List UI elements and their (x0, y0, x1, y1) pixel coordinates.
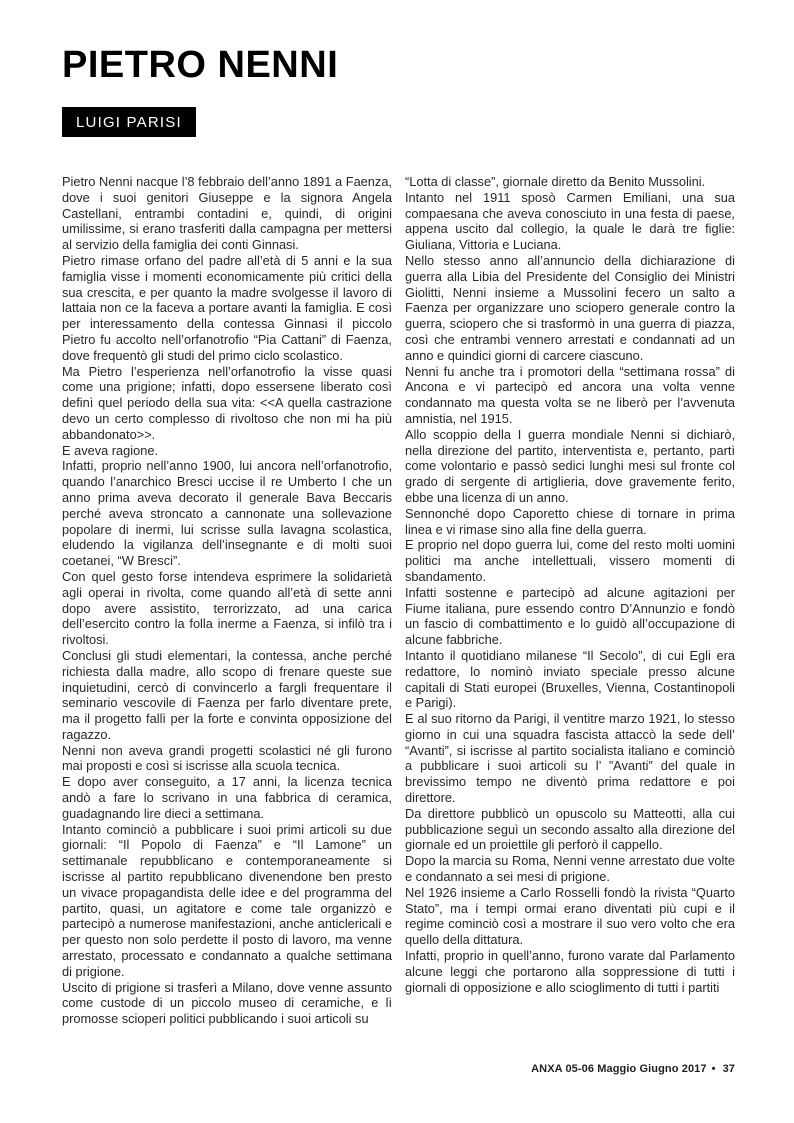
article-body (62, 174, 735, 1027)
paragraph: “Lotta di classe”, giornale diretto da Benito Mussolini. (405, 174, 706, 189)
paragraph: Uscito di prigione si trasferì a Milano, dove venne assunto come custode di un piccolo museo di ceramiche, e lì promosse scioperi politici pubblicando i suoi articoli su (62, 979, 392, 1027)
paragraph: Da direttore pubblicò un opuscolo su Matteotti, alla cui pubblicazione seguì un secondo assalto alla direzione del giornale ed un proiettile gli perforò il cappello. (405, 805, 735, 853)
paragraph: Nenni non aveva grandi progetti scolastici né gli furono mai proposti e così si iscrisse alla scuola tecnica. (62, 742, 392, 774)
footer-issue: ANXA 05-06 Maggio Giugno 2017 (531, 1063, 707, 1075)
paragraph: Intanto il quotidiano milanese “Il Secolo”, di cui Egli era redattore, lo nominò inviato speciale presso alcune capitali di Stati europei (Bruxelles, Vienna, Costantinopoli e Parigi). (405, 647, 735, 711)
paragraph: Allo scoppio della I guerra mondiale Nenni si dichiarò, nella direzione del partito, interventista e, pertanto, partì come volontario e passò sedici lunghi mesi sul fronte col grado di sergente di artiglieria, dove gravemente ferito, ebbe una licenza di un anno. (405, 426, 735, 505)
paragraph: Con quel gesto forse intendeva esprimere la solidarietà agli operai in rivolta, come quando all’età di sette anni dopo avere assistito, terrorizzato, ad una carica dell’esercito contro la folla inerme a Faenza, si infilò tra i rivoltosi. (62, 568, 392, 648)
footer-separator: • (711, 1063, 716, 1075)
paragraph: Pietro Nenni nacque l’8 febbraio dell’anno 1891 a Faenza, dove i suoi genitori Giuseppe e la signora Angela Castellani, entrambi contadini e, quindi, di origini umilissime, si erano trasferiti dalla campagna per mettersi al servizio della famiglia dei conti Ginnasi. (62, 174, 392, 253)
paragraph: Infatti, proprio nell’anno 1900, lui ancora nell’orfanotrofio, quando l’anarchico Bresci uccise il re Umberto I che un anno prima aveva decorato il generale Bava Beccaris perché aveva stroncato a cannonate una sollevazione popolare di inermi, lui scrisse sulla lavagna scolastica, eludendo la vigilanza dell’insegnante e di molti suoi coetanei, “W Bresci”. (62, 458, 392, 569)
paragraph: Nenni fu anche tra i promotori della “settimana rossa” di Ancona e vi partecipò ed ancora una volta venne condannato ma questa volta se ne liberò per l’avvenuta amnistia, nel 1915. (405, 363, 735, 426)
left-column (62, 174, 392, 1027)
paragraph: Intanto nel 1911 sposò Carmen Emiliani, una sua compaesana che aveva conosciuto in una festa di paese, appena uscito dal collegio, la quale le darà tre figlie: Giuliana, Vittoria e Luciana. (405, 189, 735, 253)
page-content (62, 0, 735, 1123)
paragraph: Ma Pietro l’esperienza nell’orfanotrofio la visse quasi come una prigione; infatti, dopo essersene liberato così definì quel periodo della sua vita: <<A quella castrazione devo un certo complesso di rivoltoso che non mi ha più abbandonato>>. (62, 363, 392, 442)
paragraph: Intanto cominciò a pubblicare i suoi primi articoli su due giornali: “Il Popolo di Faenza” e “Il Lamone” un settimanale repubblicano e contemporaneamente si iscrisse al partito repubblicano divenendone ben presto un vivace propagandista delle idee e del programma del partito, quasi, un agitatore e come tale organizzò e partecipò a numerose manifestazioni, anche anticlericali e per questo non solo perdette il posto di lavoro, ma venne arrestato, processato e condannato a qualche settimana di prigione. (62, 821, 392, 979)
paragraph: Infatti, proprio in quell’anno, furono varate dal Parlamento alcune leggi che portarono alla soppressione di tutti i giornali di opposizione e allo scioglimento di tutti i partiti (405, 948, 735, 995)
paragraph: Dopo la marcia su Roma, Nenni venne arrestato due volte e condannato a sei mesi di prigione. (405, 853, 735, 885)
right-column (405, 174, 735, 995)
page-number: 37 (722, 1063, 735, 1075)
paragraph: E dopo aver conseguito, a 17 anni, la licenza tecnica andò a fare lo scrivano in una fabbrica di ceramica, guadagnando lire dieci a settimana. (62, 774, 392, 821)
page-footer (531, 1063, 735, 1075)
paragraph: Nel 1926 insieme a Carlo Rosselli fondò la rivista “Quarto Stato”, ma i tempi ormai erano diventati più cupi e il regime cominciò così a mostrare il suo vero volto che era quello della dittatura. (405, 884, 735, 948)
author-badge: LUIGI PARISI (62, 107, 196, 137)
paragraph: E aveva ragione. (62, 442, 159, 458)
article-title: PIETRO NENNI (62, 44, 339, 86)
paragraph: E al suo ritorno da Parigi, il ventitre marzo 1921, lo stesso giorno in cui una squadra fascista attaccò la sede dell’ “Avanti”, si iscrisse al partito socialista italiano e cominciò a pubblicare i suoi articoli su l’ ”Avanti” del quale in brevissimo tempo ne diventò prima redattore e poi direttore. (405, 711, 735, 806)
paragraph: Conclusi gli studi elementari, la contessa, anche perché richiesta dalla madre, allo scopo di frenare queste sue inquietudini, cercò di convincerlo a fargli frequentare il seminario vescovile di Faenza per farlo diventare prete, ma il progetto fallì per la forte e convinta opposizione del ragazzo. (62, 647, 392, 742)
paragraph: E proprio nel dopo guerra lui, come del resto molti uomini politici ma anche intellettuali, vissero momenti di sbandamento. (405, 537, 735, 584)
paragraph: Pietro rimase orfano del padre all’età di 5 anni e la sua famiglia visse i momenti economicamente più critici della sua crescita, e per quanto la madre svolgesse il lavoro di lattaia non ce la faceva a portare avanti la famiglia. E così per interessamento della contessa Ginnasi il piccolo Pietro fu accolto nell’orfanotrofio “Pia Cattani” di Faenza, dove frequentò gli studi del primo ciclo scolastico. (62, 252, 392, 363)
paragraph: Infatti sostenne e partecipò ad alcune agitazioni per Fiume italiana, pure essendo contro D’Annunzio e fondò un fascio di combattimento e lo guidò all’occupazione di alcune fabbriche. (405, 584, 735, 648)
paragraph: Sennonché dopo Caporetto chiese di tornare in prima linea e vi rimase sino alla fine della guerra. (405, 505, 735, 537)
paragraph: Nello stesso anno all’annuncio della dichiarazione di guerra alla Libia del Presidente del Consiglio dei Ministri Giolitti, Nenni insieme a Mussolini fecero un salto a Faenza per organizzare uno sciopero generale contro la guerra, sciopero che si trasformò in una guerra di piazza, così che entrambi vennero arrestati e condannati ad un anno e quindici giorni di carcere ciascuno. (405, 252, 735, 363)
